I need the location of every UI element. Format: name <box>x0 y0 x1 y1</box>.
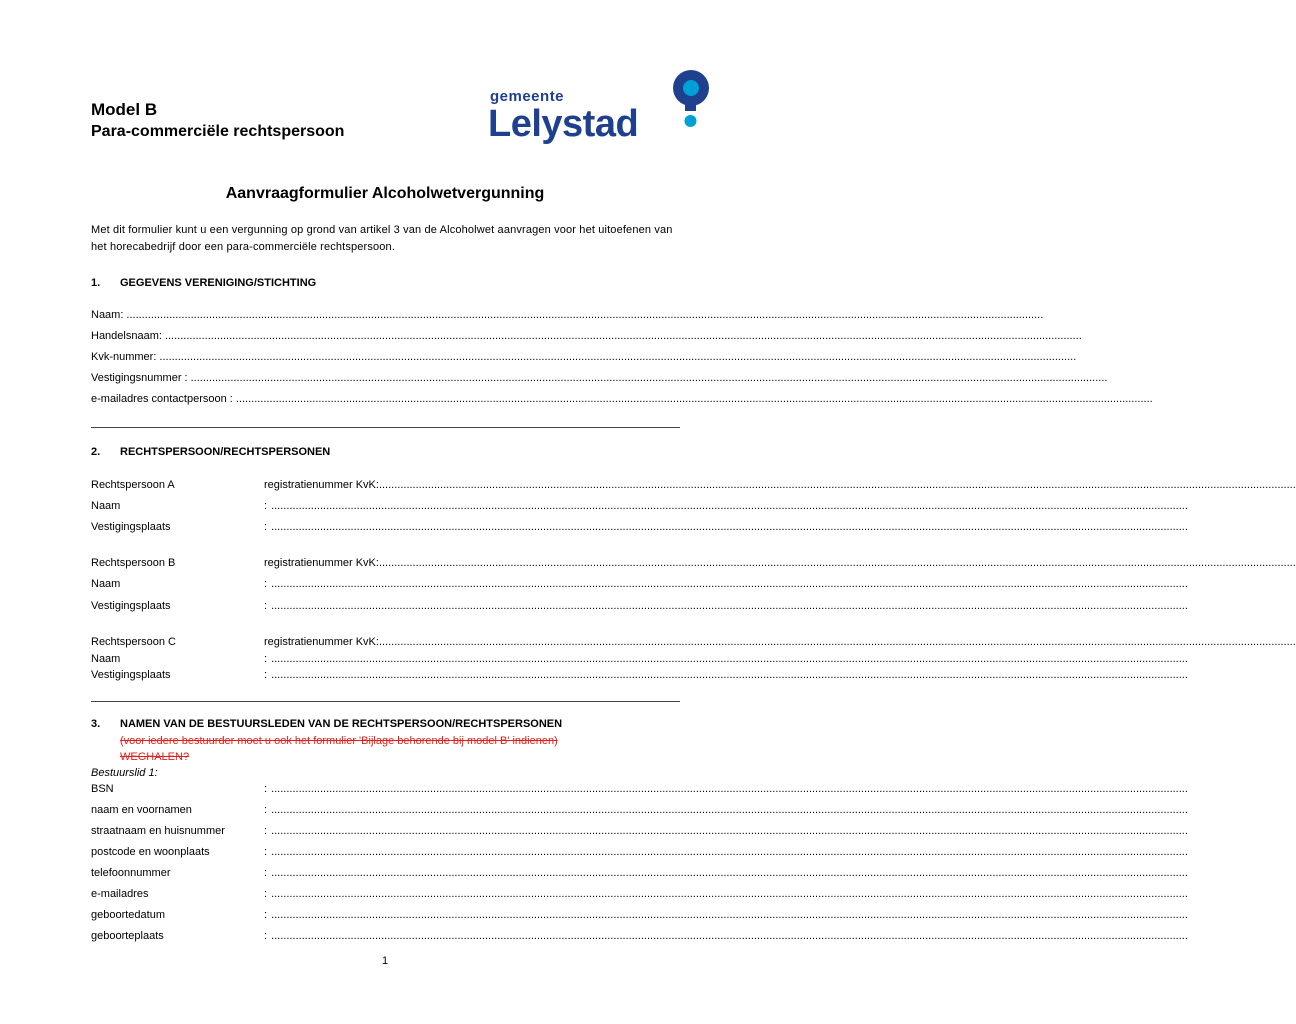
field-label: Vestigingsnummer : <box>91 372 188 384</box>
field-value-row <box>264 825 1188 837</box>
field-label: Naam <box>91 500 121 512</box>
section2-number: 2. <box>91 446 101 458</box>
field-label: Kvk-nummer: <box>91 351 157 363</box>
fill-in-line[interactable]: ............................................................................................................................................................................................................................................................................................................ <box>164 330 1082 342</box>
intro-text: Met dit formulier kunt u een vergunning op grond van artikel 3 van de Alcoholwet aanvragen voor het uitoefenen van het horecabedrijf door een para-commerciële rechtspersoon. <box>91 224 673 253</box>
colon: : <box>264 653 268 665</box>
section1-field-row <box>91 330 1082 342</box>
colon: : <box>264 825 268 837</box>
logo-pin-icon <box>670 68 712 130</box>
fill-in-line[interactable]: ............................................................................................................................................................................................................................................................................................................ <box>271 653 1188 665</box>
section2-title: RECHTSPERSOON/RECHTSPERSONEN <box>120 446 331 458</box>
gemeente-lelystad-logo <box>488 68 712 156</box>
field-value-row <box>264 867 1188 879</box>
fill-in-line[interactable]: ............................................................................................................................................................................................................................................................................................................ <box>378 479 1296 491</box>
kvk-label: registratienummer KvK: <box>264 557 379 569</box>
section3-note: (voor iedere bestuurder moet u ook het formulier 'Bijlage behorende bij model B' indienen) <box>120 735 558 747</box>
kvk-field-row <box>264 557 1296 569</box>
section3-note-question: WEGHALEN? <box>120 751 190 763</box>
fill-in-line[interactable]: ............................................................................................................................................................................................................................................................................................................ <box>271 804 1188 816</box>
section3-title: NAMEN VAN DE BESTUURSLEDEN VAN DE RECHTSPERSOON/RECHTSPERSONEN <box>120 718 563 730</box>
field-label: geboorteplaats <box>91 930 164 942</box>
form-title: Aanvraagformulier Alcoholwetvergunning <box>225 185 545 202</box>
colon: : <box>264 867 268 879</box>
field-value-row <box>264 653 1188 665</box>
field-label: telefoonnummer <box>91 867 171 879</box>
colon: : <box>264 888 268 900</box>
section1-field-row <box>91 372 1108 384</box>
bestuurslid-heading: Bestuurslid 1: <box>91 767 158 779</box>
section1-field-row <box>91 351 1077 363</box>
colon: : <box>264 846 268 858</box>
divider <box>91 701 680 702</box>
field-value-row <box>264 930 1188 942</box>
kvk-label: registratienummer KvK: <box>264 636 379 648</box>
kvk-field-row <box>264 479 1296 491</box>
field-label: Handelsnaam: <box>91 330 162 342</box>
field-value-row <box>264 909 1188 921</box>
fill-in-line[interactable]: ............................................................................................................................................................................................................................................................................................................ <box>271 909 1188 921</box>
colon: : <box>264 521 268 533</box>
fill-in-line[interactable]: ............................................................................................................................................................................................................................................................................................................ <box>190 372 1108 384</box>
fill-in-line[interactable]: ............................................................................................................................................................................................................................................................................................................ <box>378 557 1296 569</box>
colon: : <box>264 804 268 816</box>
field-value-row <box>264 521 1188 533</box>
colon: : <box>264 500 268 512</box>
field-value-row <box>264 783 1188 795</box>
fill-in-line[interactable]: ............................................................................................................................................................................................................................................................................................................ <box>271 867 1188 879</box>
field-label: postcode en woonplaats <box>91 846 210 858</box>
colon: : <box>264 669 268 681</box>
fill-in-line[interactable]: ............................................................................................................................................................................................................................................................................................................ <box>271 783 1188 795</box>
field-label: Naam <box>91 578 121 590</box>
section1-field-row <box>91 393 1153 405</box>
field-label: e-mailadres contactpersoon : <box>91 393 233 405</box>
kvk-field-row <box>264 636 1296 648</box>
field-label: Naam <box>91 653 121 665</box>
logo-gemeente-text: gemeente <box>490 88 565 105</box>
field-value-row <box>264 500 1188 512</box>
field-value-row <box>264 804 1188 816</box>
logo-lelystad-text: Lelystad <box>488 103 639 145</box>
colon: : <box>264 600 268 612</box>
fill-in-line[interactable]: ............................................................................................................................................................................................................................................................................................................ <box>271 600 1188 612</box>
fill-in-line[interactable]: ............................................................................................................................................................................................................................................................................................................ <box>271 669 1188 681</box>
model-subtitle: Para-commerciële rechtspersoon <box>91 123 345 140</box>
fill-in-line[interactable]: ............................................................................................................................................................................................................................................................................................................ <box>378 636 1296 648</box>
fill-in-line[interactable]: ............................................................................................................................................................................................................................................................................................................ <box>271 500 1188 512</box>
fill-in-line[interactable]: ............................................................................................................................................................................................................................................................................................................ <box>271 825 1188 837</box>
rechtspersoon-label: Rechtspersoon C <box>91 636 176 648</box>
section3-number: 3. <box>91 718 101 730</box>
colon: : <box>264 930 268 942</box>
field-label: geboortedatum <box>91 909 165 921</box>
fill-in-line[interactable]: ............................................................................................................................................................................................................................................................................................................ <box>271 521 1188 533</box>
field-label: e-mailadres <box>91 888 149 900</box>
field-value-row <box>264 846 1188 858</box>
field-label: BSN <box>91 783 114 795</box>
field-value-row <box>264 600 1188 612</box>
fill-in-line[interactable]: ............................................................................................................................................................................................................................................................................................................ <box>271 578 1188 590</box>
divider <box>91 427 680 428</box>
fill-in-line[interactable]: ............................................................................................................................................................................................................................................................................................................ <box>126 309 1044 321</box>
kvk-label: registratienummer KvK: <box>264 479 379 491</box>
field-value-row <box>264 669 1188 681</box>
page-number: 1 <box>381 955 389 967</box>
colon: : <box>264 578 268 590</box>
section1-field-row <box>91 309 1044 321</box>
field-label: straatnaam en huisnummer <box>91 825 225 837</box>
fill-in-line[interactable]: ............................................................................................................................................................................................................................................................................................................ <box>271 888 1188 900</box>
colon: : <box>264 909 268 921</box>
fill-in-line[interactable]: ............................................................................................................................................................................................................................................................................................................ <box>235 393 1153 405</box>
field-label: naam en voornamen <box>91 804 192 816</box>
section1-title: GEGEVENS VERENIGING/STICHTING <box>120 277 317 289</box>
model-title: Model B <box>91 100 158 119</box>
field-value-row <box>264 578 1188 590</box>
fill-in-line[interactable]: ............................................................................................................................................................................................................................................................................................................ <box>271 846 1188 858</box>
fill-in-line[interactable]: ............................................................................................................................................................................................................................................................................................................ <box>159 351 1077 363</box>
field-label: Vestigingsplaats <box>91 521 171 533</box>
field-label: Vestigingsplaats <box>91 600 171 612</box>
rechtspersoon-label: Rechtspersoon B <box>91 557 176 569</box>
field-label: Vestigingsplaats <box>91 669 171 681</box>
field-label: Naam: <box>91 309 124 321</box>
rechtspersoon-label: Rechtspersoon A <box>91 479 175 491</box>
section1-number: 1. <box>91 277 101 289</box>
fill-in-line[interactable]: ............................................................................................................................................................................................................................................................................................................ <box>271 930 1188 942</box>
field-value-row <box>264 888 1188 900</box>
colon: : <box>264 783 268 795</box>
